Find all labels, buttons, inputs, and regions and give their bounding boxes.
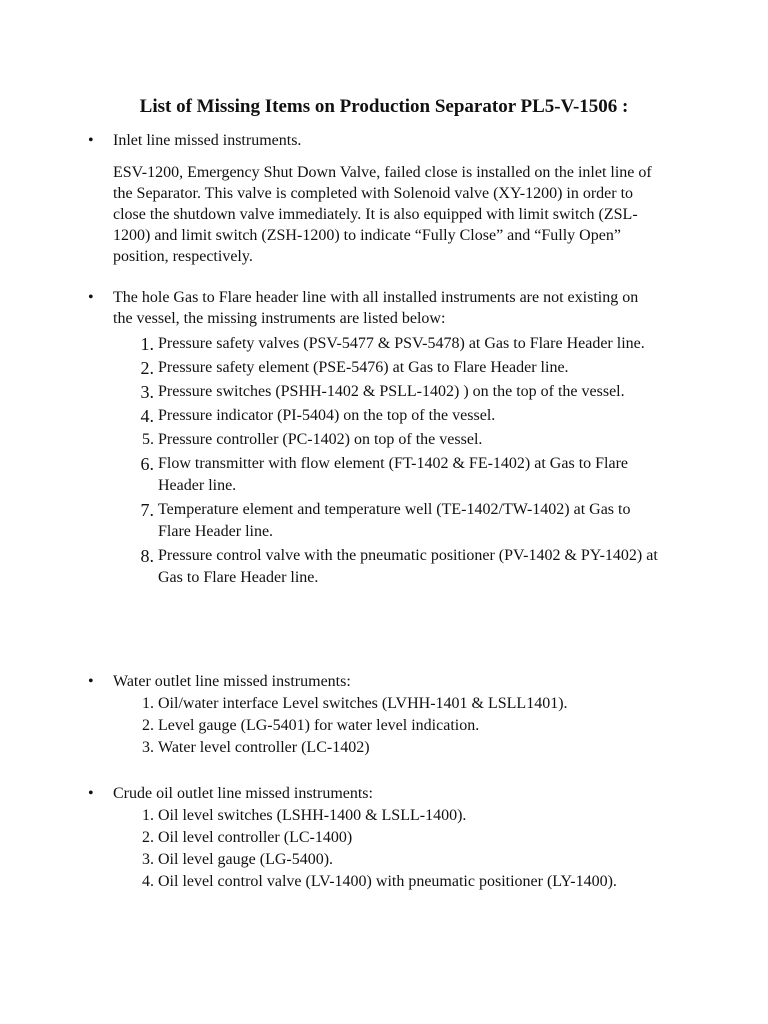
- list-item-text: Oil level controller (LC-1400): [158, 829, 353, 846]
- list-item: [0, 429, 768, 451]
- list-number: 2.: [142, 829, 154, 846]
- bullet-icon: •: [88, 785, 94, 802]
- list-item: [0, 693, 768, 715]
- list-item: [0, 499, 768, 543]
- list-item-text: Pressure controller (PC-1402) on top of the vessel.: [158, 431, 483, 448]
- list-item-text: Pressure indicator (PI-5404) on the top of the vessel.: [158, 407, 496, 424]
- list-number: 1.: [142, 807, 154, 824]
- list-item: [0, 357, 768, 379]
- numbered-list: [0, 805, 768, 893]
- list-item-text: Level gauge (LG-5401) for water level indication.: [158, 717, 480, 734]
- bullet-icon: •: [88, 673, 94, 690]
- list-item-text: Pressure safety valves (PSV-5477 & PSV-5478) at Gas to Flare Header line.: [158, 335, 645, 352]
- list-item-text: Oil/water interface Level switches (LVHH-1401 & LSLL1401).: [158, 695, 568, 712]
- numbered-list: [0, 333, 768, 591]
- list-number: 3.: [142, 851, 154, 868]
- list-item-text: Water level controller (LC-1402): [158, 739, 370, 756]
- list-item-text: Pressure control valve with the pneumatic positioner (PV-1402 & PY-1402) at Gas to Flare Header line.: [158, 547, 658, 586]
- list-item-text: Oil level gauge (LG-5400).: [158, 851, 334, 868]
- section-heading: Inlet line missed instruments.: [113, 132, 302, 149]
- list-item: [0, 827, 768, 849]
- list-item: [0, 871, 768, 893]
- numbered-list: [0, 693, 768, 759]
- list-item-text: Oil level control valve (LV-1400) with pneumatic positioner (LY-1400).: [158, 873, 617, 890]
- bullet-icon: •: [88, 132, 94, 149]
- list-item-text: Flow transmitter with flow element (FT-1402 & FE-1402) at Gas to Flare Header line.: [158, 455, 629, 494]
- list-item: [0, 737, 768, 759]
- list-item: [0, 545, 768, 589]
- section-heading: The hole Gas to Flare header line with all installed instruments are not existing on the vessel, the missing instruments are listed below:: [113, 289, 639, 327]
- list-item: [0, 453, 768, 497]
- list-item-text: Temperature element and temperature well (TE-1402/TW-1402) at Gas to Flare Header line.: [158, 501, 631, 540]
- list-item: [0, 715, 768, 737]
- list-item: [0, 333, 768, 355]
- list-number: 7.: [140, 500, 154, 520]
- list-number: 3.: [140, 382, 154, 402]
- list-number: 1.: [140, 334, 154, 354]
- list-item: [0, 805, 768, 827]
- list-number: 8.: [140, 546, 154, 566]
- document-title: List of Missing Items on Production Separator PL5-V-1506 :: [139, 96, 629, 117]
- list-number: 4.: [142, 873, 154, 890]
- list-item-text: Pressure safety element (PSE-5476) at Gas to Flare Header line.: [158, 359, 569, 376]
- list-item: [0, 849, 768, 871]
- list-number: 3.: [142, 739, 154, 756]
- list-number: 2.: [140, 358, 154, 378]
- list-number: 2.: [142, 717, 154, 734]
- list-number: 4.: [140, 406, 154, 426]
- section-heading: Water outlet line missed instruments:: [113, 673, 351, 690]
- list-item: [0, 405, 768, 427]
- bullet-icon: •: [88, 289, 94, 306]
- list-item-text: Pressure switches (PSHH-1402 & PSLL-1402) ) on the top of the vessel.: [158, 383, 625, 400]
- list-number: 5.: [142, 431, 154, 448]
- section-paragraph: ESV-1200, Emergency Shut Down Valve, failed close is installed on the inlet line of the Separator. This valve is completed with Solenoid valve (XY-1200) in order to close the shutdown valve immediately. It is also equipped with limit switch (ZSL-1200) and limit switch (ZSH-1200) to indicate “Fully Close” and “Fully Open” position, respectively.: [113, 164, 652, 265]
- list-number: 1.: [142, 695, 154, 712]
- section-heading: Crude oil outlet line missed instruments:: [113, 785, 373, 802]
- list-item: [0, 381, 768, 403]
- list-item-text: Oil level switches (LSHH-1400 & LSLL-1400).: [158, 807, 467, 824]
- list-number: 6.: [140, 454, 154, 474]
